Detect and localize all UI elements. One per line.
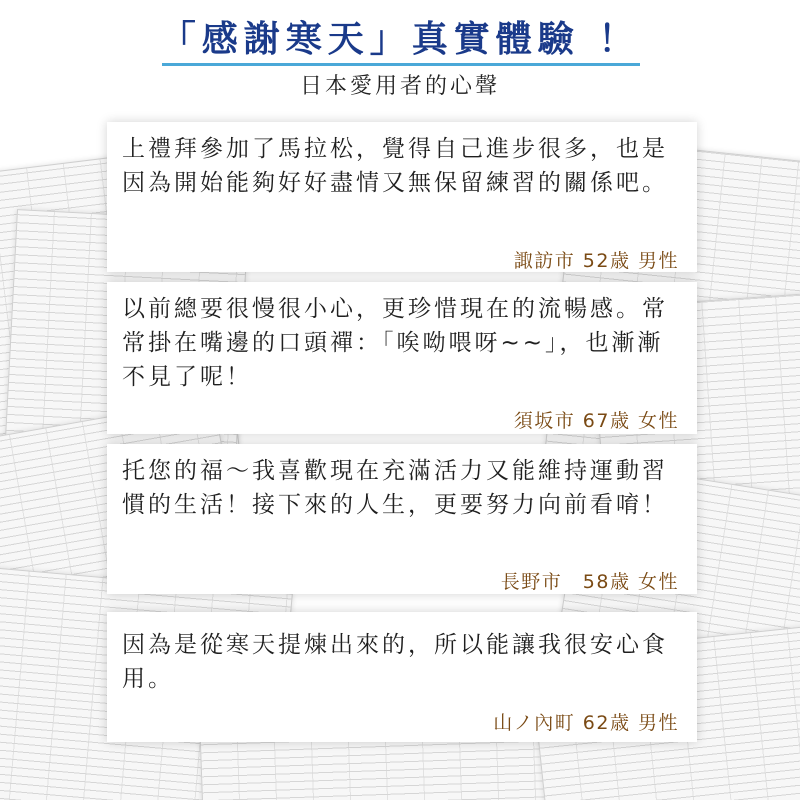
testimonial-card — [107, 612, 697, 742]
header — [0, 0, 800, 110]
testimonial-author: 須坂市 67歳 女性 — [513, 410, 679, 432]
testimonial-text: 托您的福～我喜歡現在充滿活力又能維持運動習慣的生活！接下來的人生，更要努力向前看唷！ — [122, 458, 668, 518]
testimonial-card — [107, 122, 697, 272]
testimonial-text: 上禮拜參加了馬拉松，覺得自己進步很多，也是因為開始能夠好好盡情又無保留練習的關係吧。 — [122, 136, 668, 196]
testimonial-card — [107, 282, 697, 434]
testimonial-text: 以前總要很慢很小心，更珍惜現在的流暢感。常常掛在嘴邊的口頭禪：「唉呦喂呀~~」，也漸漸不見了呢！ — [122, 296, 668, 390]
testimonial-author: 山ノ內町 62歳 男性 — [493, 712, 679, 734]
page-subtitle: 日本愛用者的心聲 — [299, 74, 500, 99]
title-underline — [162, 63, 640, 66]
testimonial-author: 諏訪市 52歳 男性 — [513, 250, 679, 272]
page-title: 「感謝寒天」真實體驗 ！ — [159, 18, 641, 60]
testimonial-text: 因為是從寒天提煉出來的，所以能讓我很安心食用。 — [122, 632, 668, 692]
testimonial-card — [107, 444, 697, 594]
testimonial-author: 長野市 58歳 女性 — [500, 571, 679, 593]
